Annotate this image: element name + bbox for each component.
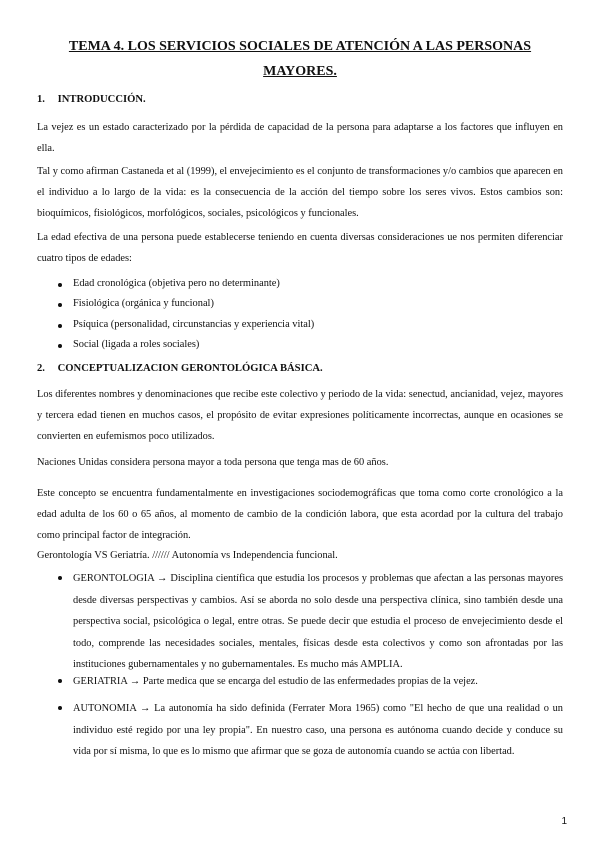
age-type-item: Psíquica (personalidad, circunstancias y experiencia vital) bbox=[73, 319, 315, 330]
section-1-number: 1. bbox=[37, 94, 45, 105]
intro-paragraph-2: Tal y como afirman Castaneda et al (1999), el envejecimiento es el conjunto de transformaciones y/o cambios que aparecen en el individuo a lo largo de la vida: es la consecuencia de la acción del tiempo sobre los seres vivos. Estos cambios son: bioquímicos, fisiológicos, morfológicos, sociales, psicológicos y funcionales. bbox=[37, 166, 563, 219]
page-number: 1 bbox=[561, 816, 567, 827]
age-type-item: Fisiológica (orgánica y funcional) bbox=[73, 298, 214, 309]
section-2-number: 2. bbox=[37, 363, 45, 374]
concept-paragraph-1: Los diferentes nombres y denominaciones que recibe este colectivo y periodo de la vida: senectud, ancianidad, vejez, mayores y tercera edad tienen en muchos casos, el propósito de evitar expresiones políticamente incorrectas, aunque en ocasiones se convierten en eufemismos poco utilizados. bbox=[37, 389, 563, 442]
intro-paragraph-3: La edad efectiva de una persona puede establecerse teniendo en cuenta diversas consideraciones ue nos permiten diferenciar cuatro tipos de edades: bbox=[37, 232, 563, 264]
section-1-title: INTRODUCCIÓN. bbox=[57, 94, 146, 105]
section-2-heading bbox=[37, 363, 323, 374]
intro-paragraph-1: La vejez es un estado caracterizado por la pérdida de capacidad de la persona para adaptarse a los factores que influyen en ella. bbox=[37, 122, 563, 154]
concept-paragraph-2: Naciones Unidas considera persona mayor a toda persona que tenga mas de 60 años. bbox=[37, 457, 389, 468]
section-2-title: CONCEPTUALIZACION GERONTOLÓGICA BÁSICA. bbox=[57, 363, 323, 374]
definition-item-gerontologia: GERONTOLOGIA → Disciplina científica que estudia los procesos y problemas que afectan a las personas mayores desde diversas perspectivas y cambios. Así se aborda no solo desde una perspectiva clínica, sino también desde una perspectiva social, psicológica o legal, entre otras. Se puede decir que estudia el proceso de envejecimiento desde el todo, comprende las necesidades sociales, mentales, físicas desde esta colectivos y como son afrontadas por las instituciones gubernamentales y no gubernamentales. Es mucho más AMPLIA. bbox=[73, 568, 563, 676]
section-1-heading bbox=[37, 94, 146, 105]
concept-paragraph-3: Este concepto se encuentra fundamentalmente en investigaciones sociodemográficas que toma como corte cronológico a la edad adulta de los 60 o 65 años, al momento de cambio de la condición labora, que esta acordad por la cultura del trabajo como principal factor de integración. bbox=[37, 488, 563, 541]
age-type-item: Social (ligada a roles sociales) bbox=[73, 339, 200, 350]
definition-item-autonomia: AUTONOMIA → La autonomía ha sido definida (Ferrater Mora 1965) como "El hecho de que una realidad o un individuo esté regido por una ley propia". En nuestro caso, una persona es autónoma cuando decide y conduce su vida por sí misma, lo que es lo mismo que afirmar que se goza de autonomía cuando se actúa con libertad. bbox=[73, 698, 563, 763]
document-title: TEMA 4. LOS SERVICIOS SOCIALES DE ATENCIÓN A LAS PERSONAS MAYORES. bbox=[68, 39, 532, 79]
concept-paragraph-4: Gerontología VS Geriatría. ////// Autonomía vs Independencia funcional. bbox=[37, 550, 338, 561]
age-type-item: Edad cronológica (objetiva pero no determinante) bbox=[73, 278, 280, 289]
definition-item-geriatria: GERIATRIA → Parte medica que se encarga del estudio de las enfermedades propias de la vejez. bbox=[73, 671, 563, 693]
